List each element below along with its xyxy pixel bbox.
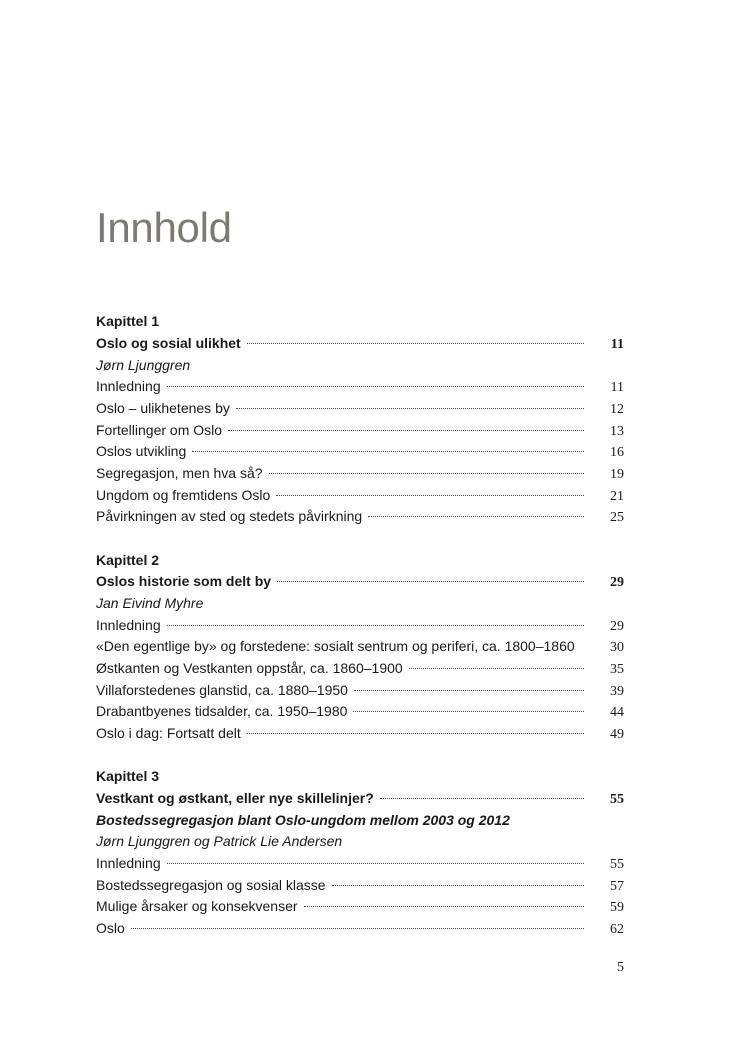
folio-page-number: 5 (617, 960, 624, 975)
chapter-3-author: Jørn Ljunggren og Patrick Lie Andersen (96, 833, 343, 849)
toc-entry[interactable]: Fortellinger om Oslo 13 (96, 420, 624, 441)
toc-entry[interactable]: Ungdom og fremtidens Oslo 21 (96, 485, 624, 506)
toc-entry[interactable]: «Den egentlige by» og forstedene: sosialt sentrum og periferi, ca. 1800–1860 30 (96, 636, 624, 657)
page-number: 62 (610, 922, 624, 937)
toc-entry[interactable]: Oslo 62 (96, 918, 624, 939)
toc-entry[interactable]: Bostedssegregasjon og sosial klasse 57 (96, 875, 624, 896)
page-number: 29 (610, 619, 624, 634)
page-number: 29 (610, 575, 624, 590)
chapter-1-heading[interactable]: Oslo og sosial ulikhet 11 (96, 333, 624, 354)
toc-entry[interactable]: Påvirkningen av sted og stedets påvirkning 25 (96, 506, 624, 527)
page-number: 19 (610, 467, 624, 482)
toc-entry[interactable]: Drabantbyenes tidsalder, ca. 1950–1980 44 (96, 701, 624, 722)
page-number: 35 (610, 662, 624, 677)
chapter-2-label: Kapittel 2 (96, 552, 160, 568)
page-number: 12 (610, 402, 624, 417)
page-number: 16 (610, 445, 624, 460)
toc-entry[interactable]: Oslos utvikling 16 (96, 441, 624, 462)
page-number: 57 (610, 879, 624, 894)
toc-entry[interactable]: Mulige årsaker og konsekvenser 59 (96, 896, 624, 917)
page-title: Innhold (96, 204, 232, 251)
chapter-1-label: Kapittel 1 (96, 313, 160, 329)
page-number: 49 (610, 727, 624, 742)
page-number: 11 (610, 337, 624, 352)
toc-entry[interactable]: Innledning 29 (96, 615, 624, 636)
dot-leader (277, 580, 584, 582)
page-number: 39 (610, 684, 624, 699)
chapter-1-author: Jørn Ljunggren (96, 357, 191, 373)
dot-leader (247, 342, 584, 344)
chapter-3-heading[interactable]: Vestkant og østkant, eller nye skillelinjer? 55 (96, 788, 624, 809)
toc-entry[interactable]: Innledning 11 (96, 376, 624, 397)
toc-entry[interactable]: Segregasjon, men hva så? 19 (96, 463, 624, 484)
chapter-2-heading[interactable]: Oslos historie som delt by 29 (96, 571, 624, 592)
dot-leader (380, 797, 584, 799)
toc-entry[interactable]: Oslo – ulikhetenes by 12 (96, 398, 624, 419)
chapter-2-author: Jan Eivind Myhre (96, 595, 204, 611)
chapter-3-subtitle: Bostedssegregasjon blant Oslo-ungdom mellom 2003 og 2012 (96, 812, 510, 828)
toc-entry[interactable]: Oslo i dag: Fortsatt delt 49 (96, 723, 624, 744)
page-number: 30 (610, 640, 624, 655)
page-number: 21 (610, 489, 624, 504)
toc-entry[interactable]: Innledning 55 (96, 853, 624, 874)
toc-entry[interactable]: Villaforstedenes glanstid, ca. 1880–1950 39 (96, 680, 624, 701)
page-number: 25 (610, 510, 624, 525)
page-number: 11 (610, 380, 624, 395)
page-number: 55 (610, 857, 624, 872)
toc-entry[interactable]: Østkanten og Vestkanten oppstår, ca. 1860–1900 35 (96, 658, 624, 679)
chapter-3-label: Kapittel 3 (96, 768, 160, 784)
page-number: 13 (610, 424, 624, 439)
page-number: 44 (610, 705, 624, 720)
page-number: 55 (610, 792, 624, 807)
page-number: 59 (610, 900, 624, 915)
